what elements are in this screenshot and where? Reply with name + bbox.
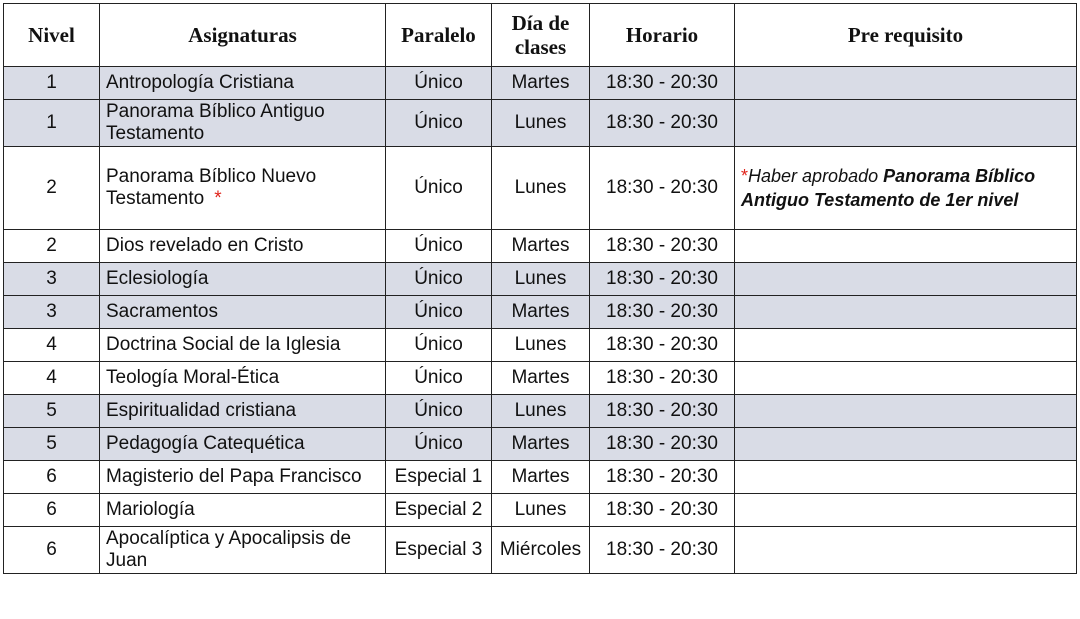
asignatura-cell	[100, 329, 386, 362]
nivel-cell: 4	[4, 329, 100, 362]
paralelo-cell: Único	[386, 230, 492, 263]
table-row	[4, 296, 1077, 329]
asignatura-cell	[100, 494, 386, 527]
paralelo-cell: Especial 2	[386, 494, 492, 527]
asignatura-text: Dios revelado en Cristo	[106, 235, 304, 256]
asignatura-cell	[100, 527, 386, 574]
paralelo-cell: Único	[386, 296, 492, 329]
table-row	[4, 67, 1077, 100]
paralelo-cell: Único	[386, 263, 492, 296]
horario-cell: 18:30 - 20:30	[590, 362, 735, 395]
nivel-cell: 5	[4, 428, 100, 461]
dia-cell: Lunes	[492, 263, 590, 296]
prerequisito-cell	[735, 461, 1077, 494]
dia-cell: Lunes	[492, 494, 590, 527]
table-row	[4, 263, 1077, 296]
asterisk-marker: *	[214, 188, 222, 209]
asignatura-text: Sacramentos	[106, 301, 218, 322]
dia-cell: Martes	[492, 362, 590, 395]
schedule-table	[3, 3, 1077, 574]
dia-cell: Lunes	[492, 395, 590, 428]
paralelo-cell: Único	[386, 147, 492, 230]
horario-cell: 18:30 - 20:30	[590, 527, 735, 574]
prerequisito-cell	[735, 395, 1077, 428]
paralelo-cell: Único	[386, 67, 492, 100]
prerequisito-cell	[735, 230, 1077, 263]
asignatura-cell	[100, 147, 386, 230]
prerequisito-cell	[735, 296, 1077, 329]
nivel-cell: 2	[4, 147, 100, 230]
dia-cell: Martes	[492, 67, 590, 100]
horario-cell: 18:30 - 20:30	[590, 428, 735, 461]
prerequisito-cell	[735, 329, 1077, 362]
dia-cell: Miércoles	[492, 527, 590, 574]
table-row	[4, 362, 1077, 395]
nivel-cell: 4	[4, 362, 100, 395]
asignatura-text: Eclesiología	[106, 268, 209, 289]
horario-cell: 18:30 - 20:30	[590, 147, 735, 230]
paralelo-cell: Único	[386, 395, 492, 428]
dia-cell: Martes	[492, 296, 590, 329]
nivel-cell: 6	[4, 494, 100, 527]
header-asignaturas: Asignaturas	[100, 4, 386, 67]
header-row	[4, 4, 1077, 67]
asignatura-cell	[100, 461, 386, 494]
nivel-cell: 1	[4, 100, 100, 147]
dia-cell: Lunes	[492, 147, 590, 230]
horario-cell: 18:30 - 20:30	[590, 263, 735, 296]
paralelo-cell: Especial 3	[386, 527, 492, 574]
nivel-cell: 2	[4, 230, 100, 263]
nivel-cell: 5	[4, 395, 100, 428]
header-nivel: Nivel	[4, 4, 100, 67]
dia-cell: Lunes	[492, 329, 590, 362]
asignatura-cell	[100, 296, 386, 329]
horario-cell: 18:30 - 20:30	[590, 329, 735, 362]
header-dia-de-clases: Día de clases	[492, 4, 590, 67]
table-row	[4, 494, 1077, 527]
paralelo-cell: Único	[386, 428, 492, 461]
asignatura-text: Panorama Bíblico Antiguo Testamento	[106, 101, 325, 144]
table-header	[4, 4, 1077, 67]
asignatura-text: Mariología	[106, 499, 195, 520]
prereq-course: Panorama Bíblico Antiguo Testamento de 1er nivel	[741, 166, 1036, 210]
dia-cell: Martes	[492, 230, 590, 263]
table-row	[4, 428, 1077, 461]
asignatura-cell	[100, 100, 386, 147]
table-row	[4, 461, 1077, 494]
dia-cell: Martes	[492, 461, 590, 494]
prerequisito-cell	[735, 494, 1077, 527]
horario-cell: 18:30 - 20:30	[590, 67, 735, 100]
table-row	[4, 230, 1077, 263]
asignatura-cell	[100, 67, 386, 100]
prereq-text: Haber aprobado	[748, 166, 884, 186]
paralelo-cell: Único	[386, 362, 492, 395]
asignatura-text: Panorama Bíblico Nuevo Testamento	[106, 166, 317, 209]
prerequisito-cell	[735, 147, 1077, 230]
prerequisito-cell	[735, 67, 1077, 100]
asignatura-text: Teología Moral-Ética	[106, 367, 280, 388]
asignatura-text: Magisterio del Papa Francisco	[106, 466, 362, 487]
table-row	[4, 395, 1077, 428]
asignatura-text: Pedagogía Catequética	[106, 433, 305, 454]
asignatura-cell	[100, 428, 386, 461]
table-row	[4, 329, 1077, 362]
horario-cell: 18:30 - 20:30	[590, 296, 735, 329]
prerequisito-cell	[735, 362, 1077, 395]
asignatura-cell	[100, 395, 386, 428]
header-paralelo: Paralelo	[386, 4, 492, 67]
header-horario: Horario	[590, 4, 735, 67]
asignatura-cell	[100, 230, 386, 263]
prerequisito-cell	[735, 263, 1077, 296]
asignatura-text: Doctrina Social de la Iglesia	[106, 334, 341, 355]
table-body	[4, 67, 1077, 574]
nivel-cell: 6	[4, 527, 100, 574]
paralelo-cell: Único	[386, 329, 492, 362]
asignatura-cell	[100, 263, 386, 296]
horario-cell: 18:30 - 20:30	[590, 100, 735, 147]
asterisk-marker: *	[741, 166, 749, 186]
asignatura-text: Espiritualidad cristiana	[106, 400, 297, 421]
table-row	[4, 147, 1077, 230]
nivel-cell: 6	[4, 461, 100, 494]
table-row	[4, 100, 1077, 147]
asignatura-text: Antropología Cristiana	[106, 72, 294, 93]
paralelo-cell: Único	[386, 100, 492, 147]
dia-cell: Martes	[492, 428, 590, 461]
nivel-cell: 1	[4, 67, 100, 100]
nivel-cell: 3	[4, 296, 100, 329]
asignatura-cell	[100, 362, 386, 395]
dia-cell: Lunes	[492, 100, 590, 147]
prerequisito-cell	[735, 428, 1077, 461]
horario-cell: 18:30 - 20:30	[590, 494, 735, 527]
header-pre-requisito: Pre requisito	[735, 4, 1077, 67]
prerequisito-cell	[735, 527, 1077, 574]
prerequisito-cell	[735, 100, 1077, 147]
asignatura-text: Apocalíptica y Apocalipsis de Juan	[106, 528, 352, 571]
table-row	[4, 527, 1077, 574]
paralelo-cell: Especial 1	[386, 461, 492, 494]
horario-cell: 18:30 - 20:30	[590, 461, 735, 494]
horario-cell: 18:30 - 20:30	[590, 230, 735, 263]
horario-cell: 18:30 - 20:30	[590, 395, 735, 428]
nivel-cell: 3	[4, 263, 100, 296]
